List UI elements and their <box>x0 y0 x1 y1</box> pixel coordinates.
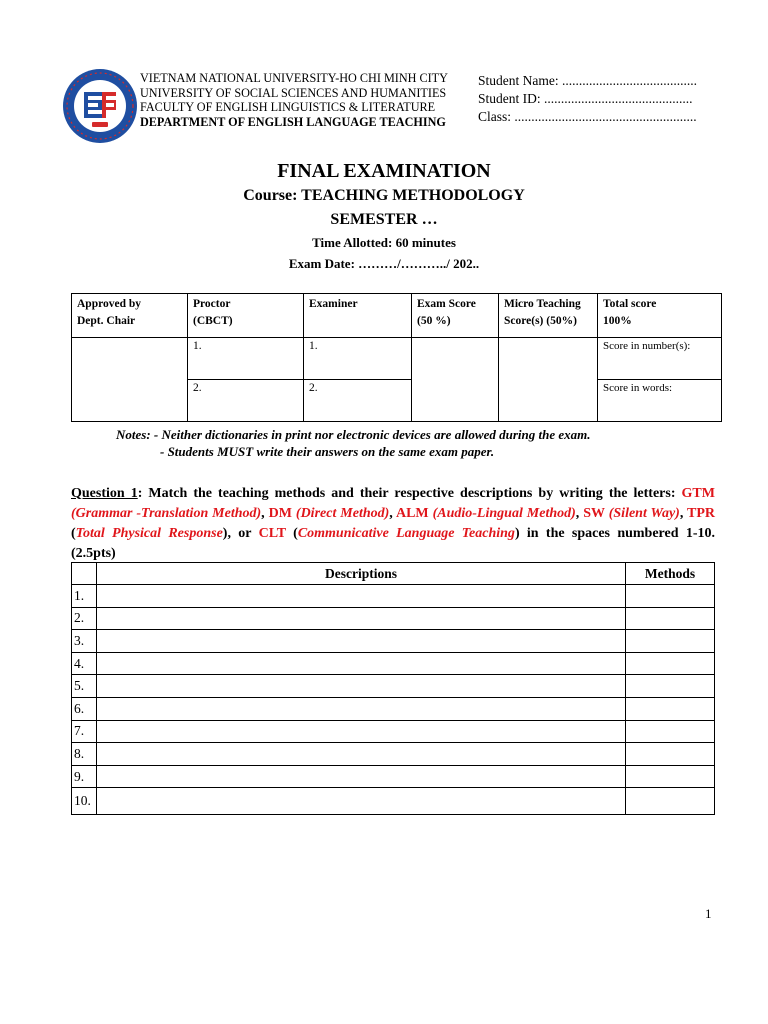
description-cell[interactable] <box>97 765 626 788</box>
row-number: 4. <box>72 652 97 675</box>
row-number: 1. <box>72 585 97 608</box>
code-sw-full: (Silent Way) <box>608 506 680 521</box>
code-clt-full: Communicative Language Teaching <box>297 526 515 541</box>
answer-table <box>71 562 715 815</box>
exam-score-cell[interactable] <box>412 338 499 422</box>
header-proctor-line1: Proctor <box>193 298 231 310</box>
description-cell[interactable] <box>97 720 626 743</box>
answer-table-corner <box>72 563 97 585</box>
code-alm: ALM <box>395 506 429 521</box>
code-gtm: GTM <box>681 486 715 501</box>
exam-course: Course: TEACHING METHODOLOGY <box>243 187 525 204</box>
row-number: 7. <box>72 720 97 743</box>
method-cell[interactable] <box>626 675 715 698</box>
table-row <box>72 788 715 815</box>
method-cell[interactable] <box>626 697 715 720</box>
row-number: 2. <box>72 607 97 630</box>
institution-line-3: FACULTY OF ENGLISH LINGUISTICS & LITERATURE <box>140 100 436 115</box>
note-line-1: Notes: - Neither dictionaries in print nor electronic devices are allowed during the exam. <box>116 427 591 442</box>
student-name-field[interactable]: Student Name: ........................................ <box>478 73 697 88</box>
header-approved-line2: Dept. Chair <box>77 315 136 327</box>
method-cell[interactable] <box>626 630 715 653</box>
row-number: 5. <box>72 675 97 698</box>
table-row <box>72 720 715 743</box>
table-row <box>72 630 715 653</box>
code-gtm-full: (Grammar -Translation Method) <box>71 506 262 521</box>
institution-line-1: VIETNAM NATIONAL UNIVERSITY-HO CHI MINH CITY <box>140 71 448 85</box>
header-approved <box>72 294 188 338</box>
method-cell[interactable] <box>626 765 715 788</box>
table-row <box>72 743 715 766</box>
code-tpr: TPR <box>687 506 716 521</box>
method-cell[interactable] <box>626 585 715 608</box>
institution-line-2: UNIVERSITY OF SOCIAL SCIENCES AND HUMANITIES <box>140 85 447 100</box>
question-1-intro: : Match the teaching methods and their respective descriptions by writing the letters: <box>137 486 682 501</box>
approved-signature-cell[interactable] <box>72 338 188 422</box>
code-clt: CLT <box>258 526 286 541</box>
question-1-ending: in the spaces numbered 1-10. (2.5pts) <box>71 526 715 561</box>
row-number: 9. <box>72 765 97 788</box>
student-id-field[interactable]: Student ID: ............................................ <box>478 91 693 106</box>
header-micro-line2: Score(s) (50%) <box>504 315 577 327</box>
row-number: 10. <box>72 788 97 815</box>
exam-notes <box>116 426 590 460</box>
exam-date: Exam Date: ………/………../ 202.. <box>288 256 480 271</box>
institution-block <box>140 71 448 129</box>
header-exam-score-line2: (50 %) <box>417 315 451 327</box>
description-cell[interactable] <box>97 697 626 720</box>
note-line-2: - Students MUST write their answers on the same exam paper. <box>160 444 495 459</box>
code-alm-full: (Audio-Lingual Method) <box>432 506 576 521</box>
table-row <box>72 765 715 788</box>
header-total-score <box>598 294 722 338</box>
exam-semester: SEMESTER … <box>330 211 438 228</box>
header-examiner-text: Examiner <box>309 298 358 310</box>
table-row <box>72 652 715 675</box>
description-cell[interactable] <box>97 743 626 766</box>
description-cell[interactable] <box>97 788 626 815</box>
row-number: 3. <box>72 630 97 653</box>
question-1: Question 1: Match the teaching methods and their respective descriptions by writing the letters: GTM (Grammar -Translation Method), DM (Direct Method), ALM (Audio-Lingual Method), SW (Silent Way), TPR (Total Physical Response), or CLT (Communicative Language Teaching) in the spaces numbered 1-10. (2.5pts) <box>71 486 716 561</box>
method-cell[interactable] <box>626 607 715 630</box>
university-logo <box>62 68 138 144</box>
question-1-label: Question 1 <box>71 486 138 501</box>
code-sw: SW <box>583 506 605 521</box>
column-methods: Methods <box>626 563 715 585</box>
description-cell[interactable] <box>97 585 626 608</box>
table-row <box>72 697 715 720</box>
micro-score-cell[interactable] <box>499 338 598 422</box>
description-cell[interactable] <box>97 652 626 675</box>
code-dm: DM <box>268 506 292 521</box>
question-1-or: or <box>238 526 252 541</box>
header-micro-line1: Micro Teaching <box>504 298 581 310</box>
institution-line-4: DEPARTMENT OF ENGLISH LANGUAGE TEACHING <box>140 114 446 129</box>
code-tpr-full: Total Physical Response <box>75 526 223 541</box>
description-cell[interactable] <box>97 607 626 630</box>
description-cell[interactable] <box>97 675 626 698</box>
proctor-2-cell[interactable]: 2. <box>188 380 304 422</box>
table-row <box>72 607 715 630</box>
score-numbers-cell[interactable]: Score in number(s): <box>598 338 722 380</box>
student-info <box>478 72 697 126</box>
column-descriptions: Descriptions <box>97 563 626 585</box>
row-number: 6. <box>72 697 97 720</box>
examiner-1-cell[interactable]: 1. <box>304 338 412 380</box>
method-cell[interactable] <box>626 788 715 815</box>
table-row <box>72 585 715 608</box>
header-approved-line1: Approved by <box>77 298 142 310</box>
code-dm-full: (Direct Method) <box>295 506 390 521</box>
method-cell[interactable] <box>626 720 715 743</box>
header-examiner <box>304 294 412 338</box>
table-row <box>72 675 715 698</box>
header-proctor <box>188 294 304 338</box>
exam-time: Time Allotted: 60 minutes <box>312 235 456 250</box>
proctor-1-cell[interactable]: 1. <box>188 338 304 380</box>
header-total-line1: Total score <box>603 298 657 310</box>
examiner-2-cell[interactable]: 2. <box>304 380 412 422</box>
description-cell[interactable] <box>97 630 626 653</box>
student-class-field[interactable]: Class: ...................................................... <box>478 109 697 124</box>
row-number: 8. <box>72 743 97 766</box>
header-exam-score <box>412 294 499 338</box>
exam-title: FINAL EXAMINATION <box>277 160 491 182</box>
header-total-line2: 100% <box>603 315 632 327</box>
score-table <box>71 293 722 422</box>
page-number: 1 <box>705 906 712 921</box>
method-cell[interactable] <box>626 743 715 766</box>
header-proctor-line2: (CBCT) <box>193 315 233 327</box>
header-micro-teaching <box>499 294 598 338</box>
header-exam-score-line1: Exam Score <box>417 298 476 310</box>
method-cell[interactable] <box>626 652 715 675</box>
score-words-cell[interactable]: Score in words: <box>598 380 722 422</box>
